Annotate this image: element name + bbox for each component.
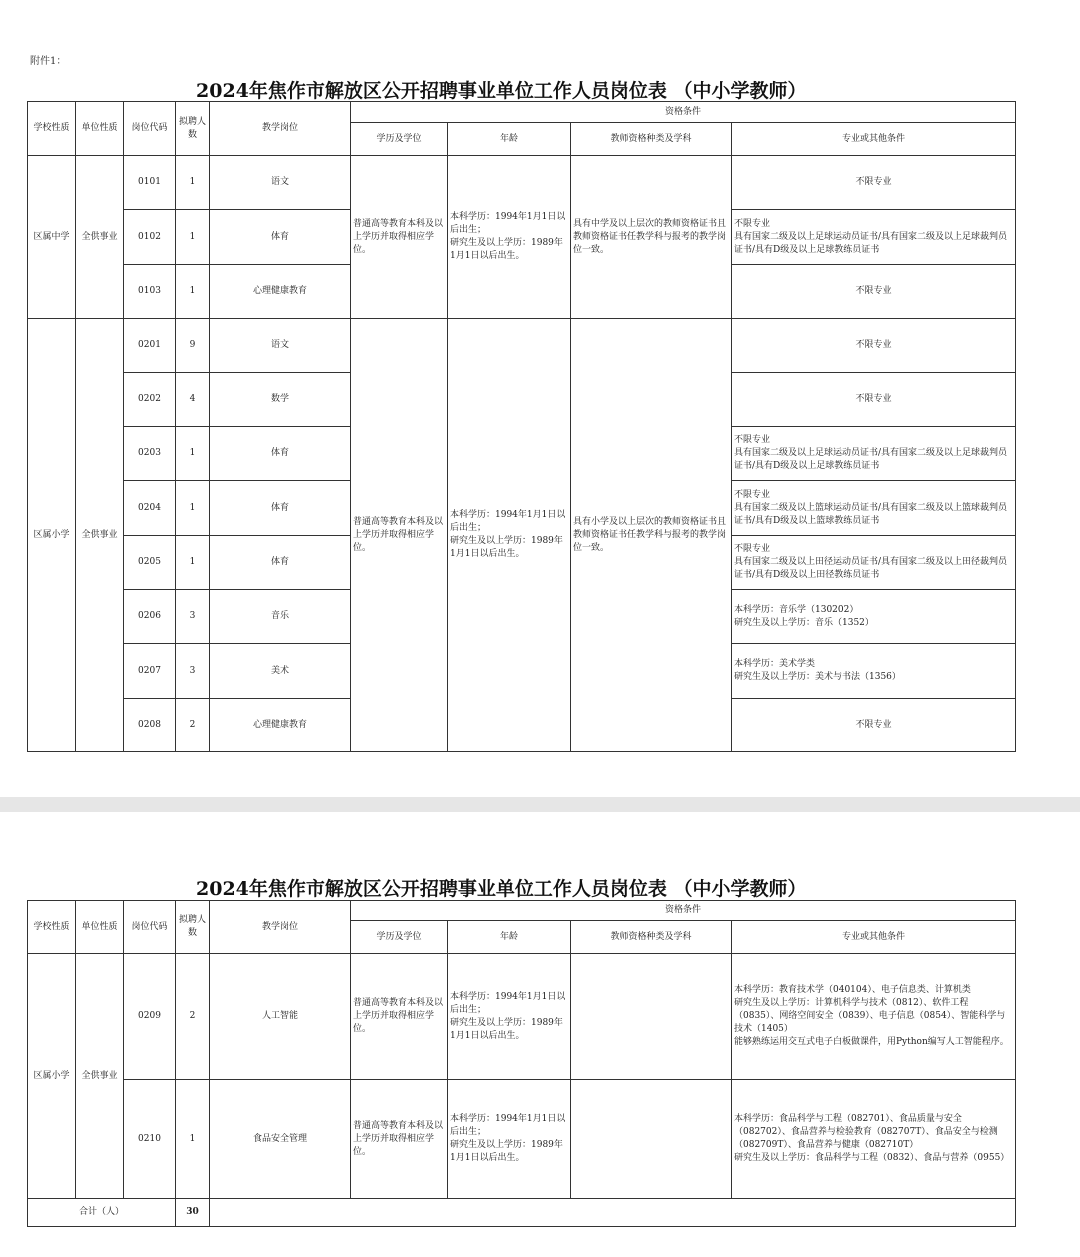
quota-cell: 1 bbox=[176, 536, 210, 590]
school-type-cell: 区属小学 bbox=[28, 954, 76, 1199]
header-education: 学历及学位 bbox=[351, 123, 448, 156]
positions-table bbox=[27, 101, 1016, 752]
teaching-post-cell: 语文 bbox=[210, 319, 351, 373]
major-cell: 不限专业 具有国家二级及以上篮球运动员证书/具有国家二级及以上篮球裁判员证书/具有D级及以上篮球教练员证书 bbox=[732, 481, 1016, 536]
quota-cell: 2 bbox=[176, 699, 210, 752]
table-row bbox=[28, 156, 1016, 210]
attachment-label: 附件1： bbox=[30, 56, 67, 67]
age-cell: 本科学历：1994年1月1日以后出生； 研究生及以上学历：1989年1月1日以后出生。 bbox=[448, 156, 571, 319]
major-cell: 不限专业 具有国家二级及以上足球运动员证书/具有国家二级及以上足球裁判员证书/具有D级及以上足球教练员证书 bbox=[732, 210, 1016, 265]
header-major: 专业或其他条件 bbox=[732, 123, 1016, 156]
header-qualifications: 资格条件 bbox=[351, 901, 1016, 921]
quota-cell: 1 bbox=[176, 481, 210, 536]
quota-cell: 3 bbox=[176, 644, 210, 699]
quota-cell: 1 bbox=[176, 265, 210, 319]
unit-type-cell: 全供事业 bbox=[76, 954, 124, 1199]
major-cell: 本科学历：教育技术学（040104）、电子信息类、计算机类 研究生及以上学历：计算机科学与技术（0812）、软件工程（0835）、网络空间安全（0839）、电子信息（0854）、智能科学与技术（1405） 能够熟练运用交互式电子白板做课件，用Python编写人工智能程序。 bbox=[732, 954, 1016, 1080]
teaching-post-cell: 体育 bbox=[210, 210, 351, 265]
major-cell: 不限专业 bbox=[732, 156, 1016, 210]
total-row bbox=[28, 1199, 1016, 1227]
post-code-cell: 0205 bbox=[124, 536, 176, 590]
teaching-post-cell: 数学 bbox=[210, 373, 351, 427]
post-code-cell: 0209 bbox=[124, 954, 176, 1080]
positions-table bbox=[27, 900, 1016, 1227]
table-row bbox=[28, 319, 1016, 373]
quota-cell: 4 bbox=[176, 373, 210, 427]
page-title: 2024年焦作市解放区公开招聘事业单位工作人员岗位表 （中小学教师） bbox=[196, 878, 807, 900]
age-cell: 本科学历：1994年1月1日以后出生； 研究生及以上学历：1989年1月1日以后出生。 bbox=[448, 954, 571, 1080]
post-code-cell: 0207 bbox=[124, 644, 176, 699]
teaching-post-cell: 食品安全管理 bbox=[210, 1080, 351, 1199]
post-code-cell: 0202 bbox=[124, 373, 176, 427]
teaching-post-cell: 音乐 bbox=[210, 590, 351, 644]
header-school-type: 学校性质 bbox=[28, 901, 76, 954]
teaching-post-cell: 心理健康教育 bbox=[210, 265, 351, 319]
header-unit-type: 单位性质 bbox=[76, 901, 124, 954]
document-page-2 bbox=[0, 812, 1080, 1257]
cert-cell: 具有小学及以上层次的教师资格证书且教师资格证书任教学科与报考的教学岗位一致。 bbox=[571, 319, 732, 752]
header-qualifications: 资格条件 bbox=[351, 102, 1016, 123]
teaching-post-cell: 体育 bbox=[210, 536, 351, 590]
major-cell: 不限专业 bbox=[732, 699, 1016, 752]
post-code-cell: 0201 bbox=[124, 319, 176, 373]
header-teaching-post: 教学岗位 bbox=[210, 102, 351, 156]
quota-cell: 1 bbox=[176, 427, 210, 481]
quota-cell: 9 bbox=[176, 319, 210, 373]
unit-type-cell: 全供事业 bbox=[76, 319, 124, 752]
major-cell: 不限专业 bbox=[732, 319, 1016, 373]
header-age: 年龄 bbox=[448, 123, 571, 156]
major-cell: 本科学历：食品科学与工程（082701）、食品质量与安全（082702）、食品营养与检验教育（082707T）、食品安全与检测（082709T）、食品营养与健康（082710T） 研究生及以上学历：食品科学与工程（0832）、食品与营养（0955） bbox=[732, 1080, 1016, 1199]
post-code-cell: 0101 bbox=[124, 156, 176, 210]
teaching-post-cell: 语文 bbox=[210, 156, 351, 210]
post-code-cell: 0210 bbox=[124, 1080, 176, 1199]
post-code-cell: 0203 bbox=[124, 427, 176, 481]
header-unit-type: 单位性质 bbox=[76, 102, 124, 156]
teaching-post-cell: 人工智能 bbox=[210, 954, 351, 1080]
header-education: 学历及学位 bbox=[351, 921, 448, 954]
age-cell: 本科学历：1994年1月1日以后出生； 研究生及以上学历：1989年1月1日以后出生。 bbox=[448, 319, 571, 752]
post-code-cell: 0208 bbox=[124, 699, 176, 752]
total-empty-cell bbox=[210, 1199, 1016, 1227]
cert-cell bbox=[571, 1080, 732, 1199]
post-code-cell: 0206 bbox=[124, 590, 176, 644]
quota-cell: 1 bbox=[176, 156, 210, 210]
total-label: 合计（人） bbox=[28, 1199, 176, 1227]
education-cell: 普通高等教育本科及以上学历并取得相应学位。 bbox=[351, 1080, 448, 1199]
teaching-post-cell: 美术 bbox=[210, 644, 351, 699]
header-quota: 拟聘人数 bbox=[176, 102, 210, 156]
major-cell: 不限专业 bbox=[732, 373, 1016, 427]
header-cert: 教师资格种类及学科 bbox=[571, 123, 732, 156]
unit-type-cell: 全供事业 bbox=[76, 156, 124, 319]
header-quota: 拟聘人数 bbox=[176, 901, 210, 954]
post-code-cell: 0102 bbox=[124, 210, 176, 265]
education-cell: 普通高等教育本科及以上学历并取得相应学位。 bbox=[351, 156, 448, 319]
post-code-cell: 0103 bbox=[124, 265, 176, 319]
header-school-type: 学校性质 bbox=[28, 102, 76, 156]
cert-cell bbox=[571, 954, 732, 1080]
header-post-code: 岗位代码 bbox=[124, 102, 176, 156]
major-cell: 不限专业 bbox=[732, 265, 1016, 319]
major-cell: 本科学历：美术学类 研究生及以上学历：美术与书法（1356） bbox=[732, 644, 1016, 699]
school-type-cell: 区属小学 bbox=[28, 319, 76, 752]
header-teaching-post: 教学岗位 bbox=[210, 901, 351, 954]
teaching-post-cell: 心理健康教育 bbox=[210, 699, 351, 752]
header-post-code: 岗位代码 bbox=[124, 901, 176, 954]
major-cell: 不限专业 具有国家二级及以上足球运动员证书/具有国家二级及以上足球裁判员证书/具有D级及以上足球教练员证书 bbox=[732, 427, 1016, 481]
header-cert: 教师资格种类及学科 bbox=[571, 921, 732, 954]
teaching-post-cell: 体育 bbox=[210, 481, 351, 536]
total-value: 30 bbox=[176, 1199, 210, 1227]
table-row bbox=[28, 954, 1016, 1080]
table-row bbox=[28, 1080, 1016, 1199]
school-type-cell: 区属中学 bbox=[28, 156, 76, 319]
major-cell: 本科学历：音乐学（130202） 研究生及以上学历：音乐（1352） bbox=[732, 590, 1016, 644]
education-cell: 普通高等教育本科及以上学历并取得相应学位。 bbox=[351, 954, 448, 1080]
quota-cell: 1 bbox=[176, 1080, 210, 1199]
header-major: 专业或其他条件 bbox=[732, 921, 1016, 954]
teaching-post-cell: 体育 bbox=[210, 427, 351, 481]
cert-cell: 具有中学及以上层次的教师资格证书且教师资格证书任教学科与报考的教学岗位一致。 bbox=[571, 156, 732, 319]
header-age: 年龄 bbox=[448, 921, 571, 954]
quota-cell: 2 bbox=[176, 954, 210, 1080]
page-separator bbox=[0, 797, 1080, 812]
education-cell: 普通高等教育本科及以上学历并取得相应学位。 bbox=[351, 319, 448, 752]
major-cell: 不限专业 具有国家二级及以上田径运动员证书/具有国家二级及以上田径裁判员证书/具有D级及以上田径教练员证书 bbox=[732, 536, 1016, 590]
page-title: 2024年焦作市解放区公开招聘事业单位工作人员岗位表 （中小学教师） bbox=[196, 80, 807, 102]
quota-cell: 1 bbox=[176, 210, 210, 265]
quota-cell: 3 bbox=[176, 590, 210, 644]
post-code-cell: 0204 bbox=[124, 481, 176, 536]
age-cell: 本科学历：1994年1月1日以后出生； 研究生及以上学历：1989年1月1日以后出生。 bbox=[448, 1080, 571, 1199]
